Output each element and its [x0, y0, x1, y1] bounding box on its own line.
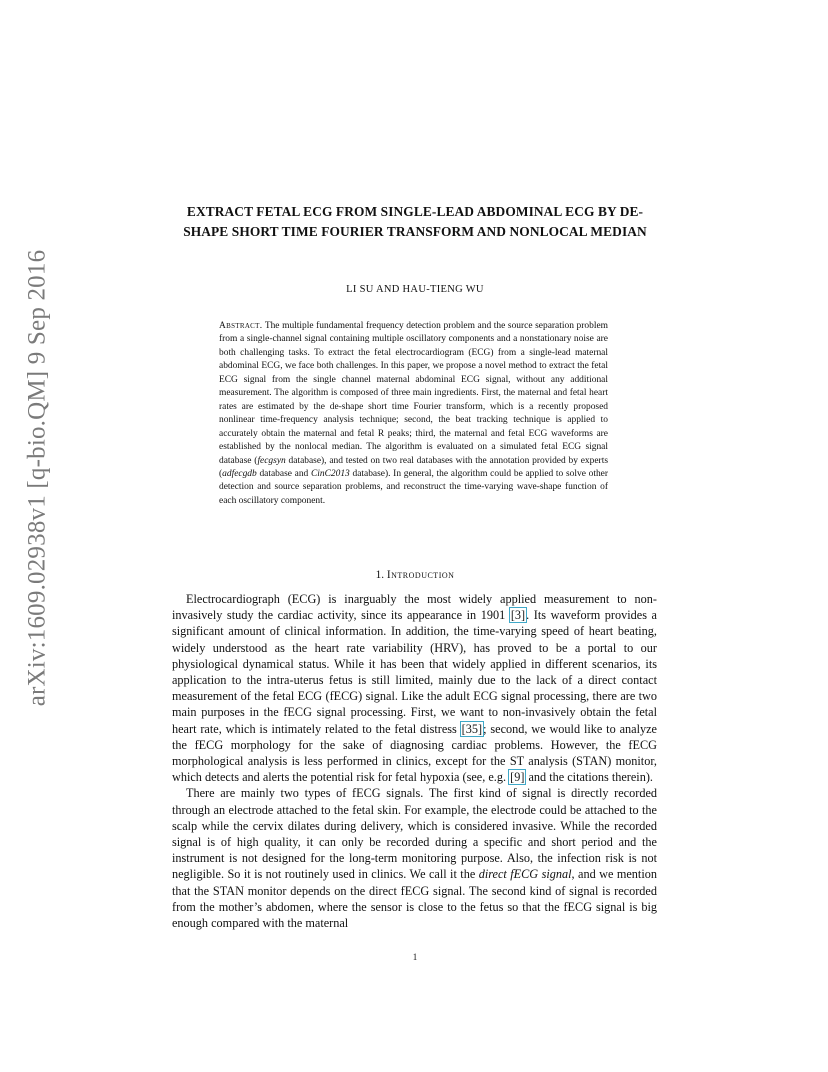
- arxiv-identifier-stamp: [14, 249, 60, 707]
- paragraph-1-text-c: ; second, we would like to analyze the fECG morphology for the sake of diagnosing cardiac problems. However, the fECG morphological analysis is less performed in clinics, except for the ST analysis (STAN) monitor, which detects and alerts the potential risk for fetal hypoxia (see, e.g.: [172, 721, 657, 785]
- abstract-text-2: database), and tested on two real databases with the annotation provided by experts (: [219, 455, 608, 479]
- paragraph-1: [172, 591, 657, 785]
- citation-link-9[interactable]: [9]: [510, 770, 525, 785]
- abstract-database-cinc2013: CinC2013: [310, 468, 350, 479]
- abstract: [219, 320, 608, 508]
- body-text: [172, 591, 657, 931]
- abstract-database-adfecgdb: adfecgdb: [222, 468, 257, 479]
- paragraph-1-text-b: . Its waveform provides a significant amount of clinical information. In addition, the time-varying speed of heart beating, widely understood as the heart rate variability (HRV), has proved to be a portal to our physiological dynamical status. While it has been that widely applied in different scenarios, its application to the intra-uterus fetus is still limited, mainly due to the lack of a direct contact measurement of the fetal ECG (fECG) signal. Like the adult ECG signal processing, there are two main purposes in the fECG signal processing. First, we want to non-invasively obtain the fetal heart rate, which is intimately related to the fetal distress: [172, 608, 657, 736]
- arxiv-identifier-text: arXiv:1609.02938v1 [q-bio.QM] 9 Sep 2016: [23, 249, 51, 707]
- paragraph-1-text-d: and the citations therein).: [525, 770, 653, 785]
- section-title: Introduction: [386, 569, 455, 581]
- paragraph-2-text-b: , and we mention that the STAN monitor depends on the direct fECG signal. The second kind of signal is recorded from the mother’s abdomen, where the sensor is close to the fetus so that the fECG signal is big enough compared with the maternal: [172, 867, 657, 931]
- abstract-database-fecgsyn: fecgsyn: [257, 455, 286, 466]
- citation-link-3[interactable]: [3]: [510, 608, 526, 623]
- paragraph-2-text-a: There are mainly two types of fECG signals. The first kind of signal is directly recorded through an electrode attached to the fetal skin. For example, the electrode could be attached to the scalp while the cervix dilates during delivery, which is considered invasive. While the recorded signal is of high quality, it can only be recorded during a specific and short period and the instrument is not designed for the long-term monitoring purpose. Also, the infection risk is not negligible. So it is not routinely used in clinics. We call it the: [172, 786, 657, 882]
- paper-authors: LI SU AND HAU-TIENG WU: [346, 284, 484, 295]
- abstract-text-4: database). In general, the algorithm could be applied to solve other detection and source separation problems, and reconstruct the time-varying wave-shape function of each oscillatory component.: [219, 468, 608, 506]
- abstract-text-3: database and: [256, 468, 311, 479]
- section-heading-introduction: [174, 569, 656, 581]
- citation-link-35[interactable]: [35]: [461, 721, 483, 736]
- abstract-label: Abstract.: [219, 321, 263, 331]
- paragraph-2-emphasis: direct fECG signal: [478, 867, 572, 882]
- abstract-text-1: The multiple fundamental frequency detection problem and the source separation problem from a single-channel signal containing multiple oscillatory components and a nonstationary noise are both challenging tasks. To extract the fetal electrocardiogram (ECG) from a single-lead maternal abdominal ECG, we face both challenges. In this paper, we propose a novel method to extract the fetal ECG signal from the single channel maternal abdominal ECG signal, without any additional measurement. The algorithm is composed of three main ingredients. First, the maternal and fetal heart rates are estimated by the de-shape short time Fourier transform, which is a recently proposed nonlinear time-frequency analysis technique; second, the beat tracking technique is applied to accurately obtain the maternal and fetal R peaks; third, the maternal and fetal ECG waveforms are established by the nonlocal median. The algorithm is evaluated on a simulated fetal ECG signal database (: [219, 321, 608, 466]
- section-number: 1.: [375, 569, 385, 581]
- paragraph-1-text-a: Electrocardiograph (ECG) is inarguably the most widely applied measurement to non-invasively study the cardiac activity, since its appearance in 1901: [172, 592, 657, 623]
- page-number: 1: [412, 952, 418, 962]
- paper-title: EXTRACT FETAL ECG FROM SINGLE-LEAD ABDOMINAL ECG BY DE-SHAPE SHORT TIME FOURIER TRANSFORM AND NONLOCAL MEDIAN: [183, 204, 647, 239]
- paragraph-2: [172, 785, 657, 931]
